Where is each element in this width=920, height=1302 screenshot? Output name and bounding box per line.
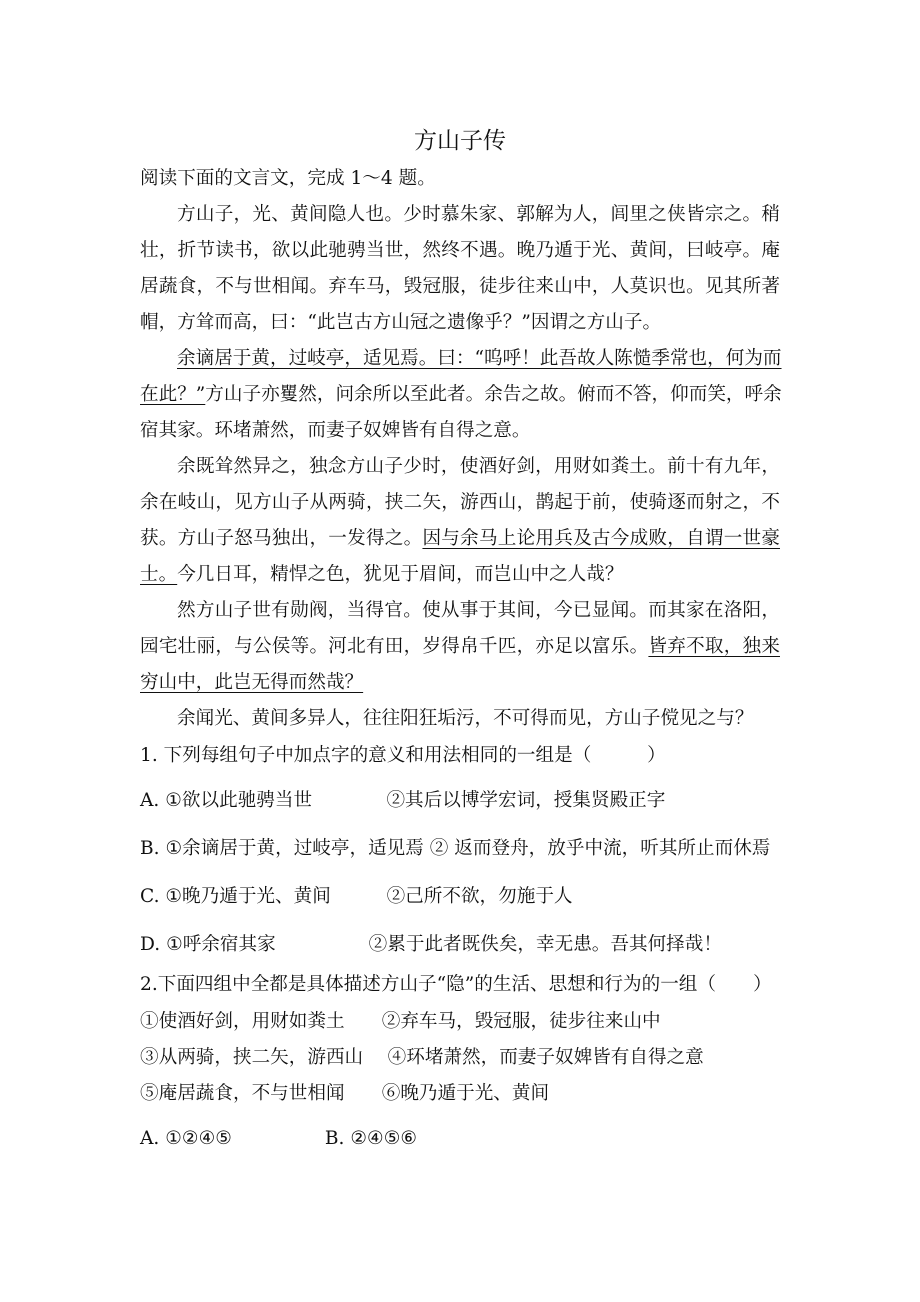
question-line: ⑤庵居蔬食，不与世相闻 ⑥晚乃遁于光、黄间 <box>140 1083 550 1104</box>
underlined-text: 因与余马上论用兵及古今成败，自谓一世豪 <box>422 528 780 549</box>
passage-line <box>140 383 780 407</box>
text-segment: 壮，折节读书，欲以此驰骋当世，然终不遇。晚乃遁于光、黄间，曰岐亭。庵 <box>140 240 780 261</box>
passage-line <box>140 527 780 551</box>
passage-line <box>140 203 780 227</box>
passage-line <box>140 419 780 443</box>
text-segment: 获。方山子怒马独出，一发得之。 <box>140 528 423 549</box>
underlined-text: 士。 <box>140 564 178 585</box>
text-segment: 居蔬食，不与世相闻。弃车马，毁冠服，徒步往来山中，人莫识也。见其所著 <box>140 276 780 297</box>
passage-line <box>140 599 780 623</box>
text-segment: 方山子，光、黄间隐人也。少时慕朱家、郭解为人，闾里之侠皆宗之。稍 <box>177 204 780 225</box>
passage-line <box>140 635 780 659</box>
passage-line <box>140 491 780 515</box>
question-line: A. ①②④⑤ B. ②④⑤⑥ <box>140 1128 418 1149</box>
passage-line <box>140 455 780 479</box>
text-segment: 园宅壮丽，与公侯等。河北有田，岁得帛千匹，亦足以富乐。 <box>140 636 649 657</box>
text-segment: 余在岐山，见方山子从两骑，挟二矢，游西山，鹊起于前，使骑逐而射之，不 <box>140 492 780 513</box>
question-line: ①使酒好剑，用财如粪土 ②弃车马，毁冠服，徒步往来山中 <box>140 1011 661 1032</box>
question-line: B. ①余谪居于黄，过岐亭，适见焉 ② 返而登舟，放乎中流，听其所止而休焉 <box>140 838 771 859</box>
passage-line <box>140 671 780 695</box>
text-segment: 方山子亦矍然，问余所以至此者。余告之故。俯而不答，仰而笑，呼余 <box>205 384 782 405</box>
text-segment: 帽，方耸而高，曰：“此岂古方山冠之遗像乎？”因谓之方山子。 <box>140 312 662 333</box>
question-line: ③从两骑，挟二矢，游西山 ④环堵萧然，而妻子奴婢皆有自得之意 <box>140 1047 704 1068</box>
text-segment: 然方山子世有勋阀，当得官。使从事于其间，今已显闻。而其家在洛阳， <box>177 600 780 621</box>
question-line: 2.下面四组中全都是具体描述方山子“隐”的生活、思想和行为的一组（ ） <box>140 974 772 995</box>
question-line: 1. 下列每组句子中加点字的意义和用法相同的一组是（ ） <box>140 745 666 766</box>
question-line: D. ①呼余宿其家 ②累于此者既佚矣，幸无患。吾其何择哉！ <box>140 934 722 955</box>
question-line: C. ①晚乃遁于光、黄间 ②己所不欲，勿施于人 <box>140 886 573 907</box>
underlined-text: 余谪居于黄，过岐亭，适见焉。曰：“呜呼！此吾故人陈慥季常也，何为而 <box>177 348 782 369</box>
text-segment: 余闻光、黄间多异人，往往阳狂垢污，不可得而见，方山子傥见之与？ <box>177 708 754 729</box>
underlined-text: 皆弃不取，独来 <box>648 636 780 657</box>
document-title: 方山子传 <box>414 128 506 154</box>
passage-line <box>140 167 780 191</box>
underlined-text: 穷山中，此岂无得而然哉？ <box>140 672 364 693</box>
passage-line <box>140 347 780 371</box>
passage-line <box>140 563 780 587</box>
underlined-text: 在此？” <box>140 384 206 405</box>
question-line: A. ①欲以此驰骋当世 ②其后以博学宏词，授集贤殿正字 <box>140 790 666 811</box>
text-segment: 宿其家。环堵萧然，而妻子奴婢皆有自得之意。 <box>140 420 531 441</box>
passage-line <box>140 707 780 731</box>
text-segment: 今几日耳，精悍之色，犹见于眉间，而岂山中之人哉？ <box>177 564 624 585</box>
passage-line <box>140 275 780 299</box>
passage-line <box>140 311 780 335</box>
text-segment: 阅读下面的文言文，完成 1～4 题。 <box>140 168 436 189</box>
text-segment: 余既耸然异之，独念方山子少时，使酒好剑，用财如粪土。前十有九年， <box>177 456 780 477</box>
passage-line <box>140 239 780 263</box>
